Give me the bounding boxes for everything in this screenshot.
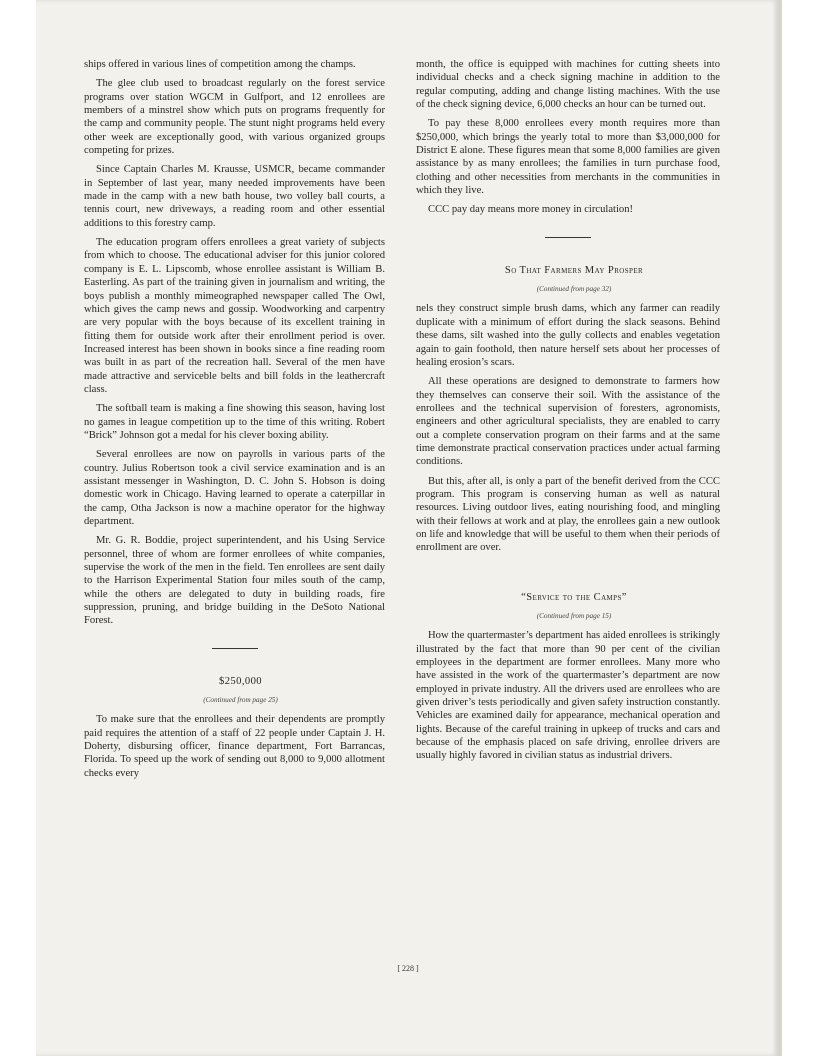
section-title: “Service to the Camps” bbox=[521, 591, 627, 603]
paragraph: To make sure that the enrollees and their dependents are promptly paid requires the attention of a staff of 22 people under Captain J. H. Doherty, disbursing officer, finance department, Fort Barrancas, Florida. To speed up the work of sending out 8,000 to 9,000 allotment checks every bbox=[84, 714, 385, 779]
paragraph: How the quartermaster’s department has aided enrollees is strikingly illustrated by the fact that more than 90 per cent of the civilian employees in the department are former enrollees. Many more who have assisted in the work of the quartermaster’s department are now employed in private industry. All the drivers used are enrollees who are given driver’s tests periodically and given safety instruction constantly. Vehicles are examined daily for appearance, mechanical operation and lights. Because of the careful training in upkeep of trucks and cars and because of the emphasis placed on safe driving, enrollee drivers are usually highly favored in civilian status as industrial drivers. bbox=[416, 630, 720, 762]
section-divider bbox=[212, 648, 258, 649]
section-continued-note: (Continued from page 15) bbox=[536, 612, 612, 620]
paragraph: ships offered in various lines of competition among the champs. bbox=[84, 59, 356, 70]
paragraph: The softball team is making a fine showing this season, having lost no games in league competition up to the time of this writing. Robert “Brick” Johnson got a medal for his clever boxing ability. bbox=[84, 403, 385, 441]
paragraph: The glee club used to broadcast regularly on the forest service programs over station WGCM in Gulfport, and 12 enrollees are members of a minstrel show which puts on programs frequently for the camp and community people. The stunt night programs held every other week are exceptionally good, with various organized groups competing for prizes. bbox=[84, 78, 385, 157]
page-number: [ 228 ] bbox=[397, 964, 419, 973]
paragraph: The education program offers enrollees a great variety of subjects from which to choose. The educational adviser for this junior colored company is E. L. Lipscomb, whose enrollee assistant is William B. Easterling. As part of the training given in journalism and writing, the boys publish a monthly mimeographed newspaper called The Owl, which gives the camp news and gossip. Woodworking and carpentry are very popular with the boys because of its excellent training in fitting them for outside work after their enrollment period is over. Increased interest has been shown in books since a fine reading room was built in as part of the recreation hall. Several of the men have made attractive and serviceble belts and bill folds in the leathercraft class. bbox=[84, 237, 385, 395]
left-column bbox=[84, 58, 385, 786]
section-continued-note: (Continued from page 25) bbox=[203, 696, 278, 705]
page-edge bbox=[778, 0, 782, 1056]
paragraph: Since Captain Charles M. Krausse, USMCR, became commander in September of last year, many needed improvements have been made in the camp with a new bath house, two volley ball courts, a tennis court, new driveways, a reading room and other essential additions to this forestry camp. bbox=[84, 164, 385, 229]
section-continued-note: (Continued from page 32) bbox=[536, 285, 612, 294]
paragraph: nels they construct simple brush dams, which any farmer can readily duplicate with a minimum of effort during the slack seasons. Behind these dams, silt washed into the gully collects and enables vegetation again to gain foothold, then nature herself sets about her processes of healing erosion’s scars. bbox=[416, 303, 720, 368]
paragraph: Mr. G. R. Boddie, project superintendent, and his Using Service personnel, three of whom are former enrollees of white companies, supervise the work of the men in the field. Ten enrollees are sent daily to the Harrison Experimental Station four miles south of the camp, while the others are delegated to duty in building roads, fire suppression, pruning, and bridge building in the DeSoto National Forest. bbox=[84, 535, 385, 627]
paragraph: CCC pay day means more money in circulation! bbox=[428, 204, 634, 216]
paragraph: month, the office is equipped with machines for cutting sheets into individual checks and a check signing machine in addition to the regular computing, adding and change listing machines. With the use of the check signing device, 6,000 checks an hour can be turned out. bbox=[416, 59, 720, 111]
paragraph: But this, after all, is only a part of the benefit derived from the CCC program. This program is conserving human as well as natural resources. Living outdoor lives, eating nourishing food, and mingling with their fellows at work and at play, the enrollees gain a new outlook on life and knowledge that will be useful to them when their periods of enrollment are over. bbox=[416, 475, 720, 554]
right-column bbox=[416, 58, 720, 769]
section-divider bbox=[545, 237, 591, 238]
paragraph: To pay these 8,000 enrollees every month requires more than $250,000, which brings the yearly total to more than $3,000,000 for District E alone. These figures mean that some 8,000 families are given assistance by as many enrollees; the families in turn purchase food, clothing and other necessities from merchants in the communities in which they live. bbox=[416, 118, 720, 197]
paragraph: Several enrollees are now on payrolls in various parts of the country. Julius Robertson took a civil service examination and is an assistant messenger in Washington, D. C. John S. Hobson is doing domestic work in Chicago. Having learned to operate a caterpillar in the camp, Otha Jackson is now a machine operator for the highway department. bbox=[84, 449, 385, 527]
section-title: $250,000 bbox=[219, 675, 262, 687]
section-title: So That Farmers May Prosper bbox=[504, 264, 644, 276]
paragraph: All these operations are designed to demonstrate to farmers how they themselves can conserve their soil. With the assistance of the enrollees and the technical supervision of foresters, agronomists, engineers and other agricultural specialists, they are enabled to carry out a complete conservation program on their farms and at the same time demonstrate practical conservation practices under actual farming conditions. bbox=[416, 376, 720, 468]
